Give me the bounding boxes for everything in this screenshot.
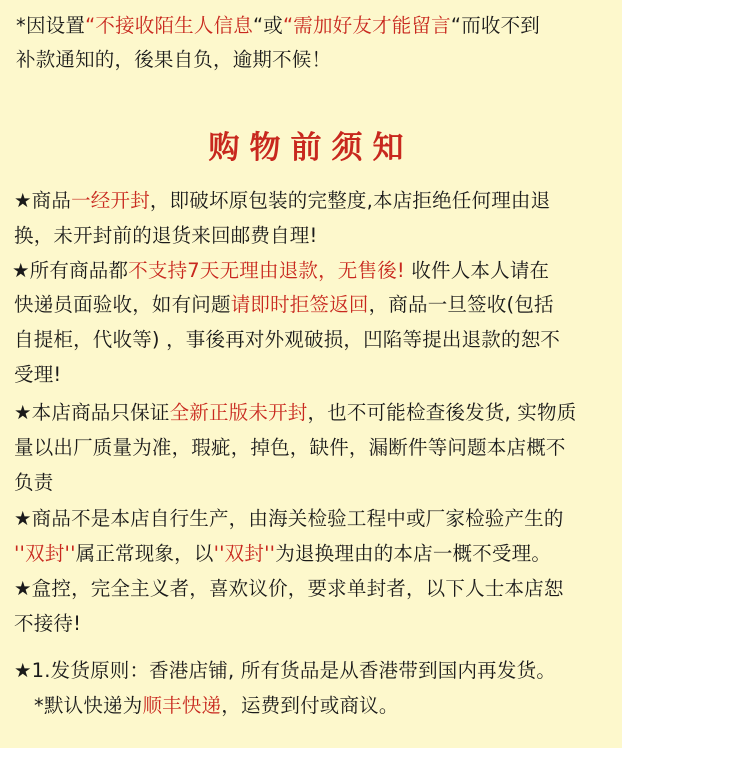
header-line-1: [16, 14, 540, 38]
rule-highlight: ''双封'': [213, 542, 276, 565]
rule-2-line-4: 受理!: [14, 363, 62, 386]
rule-3-line-2: 量以出厂质量为准，瑕疵，掉色，缺件，漏断件等问题本店概不: [14, 436, 566, 459]
rule-text: 属正常现象，以: [75, 542, 214, 565]
rule-text: ，运费到付或商议。: [221, 694, 399, 717]
rule-3-line-3: 负责: [14, 471, 54, 494]
rule-highlight: ''双封'': [14, 542, 76, 565]
rule-text: ，即破坏原包装的完整度,本店拒绝任何理由退: [149, 189, 551, 212]
page-title: 购物前须知: [208, 130, 414, 166]
rule-4-line-2: [14, 542, 551, 566]
rule-text: *默认快递为: [34, 694, 143, 717]
rule-2-line-1: [12, 259, 549, 283]
rule-1-line-2: 换，未开封前的退货来回邮费自理!: [14, 224, 318, 247]
rule-highlight: 请即时拒签返回: [230, 293, 369, 316]
rule-text: ，商品一旦签收(包括: [368, 293, 554, 316]
rule-5-line-1: ★盒控，完全主义者，喜欢议价，要求单封者，以下人士本店恕: [14, 577, 564, 600]
rule-2-line-2: [14, 293, 554, 317]
rule-2-line-3: 自提柜，代收等) ，事後再对外观破损，凹陷等提出退款的恕不: [14, 328, 561, 351]
rule-6-line-2: [34, 694, 399, 718]
header-line-2: 补款通知的，後果自负，逾期不候！: [16, 48, 332, 71]
header-text: *因设置: [16, 14, 86, 37]
header-text: “而收不到: [450, 14, 540, 37]
rule-text: 收件人本人请在: [404, 259, 550, 282]
rule-4-line-1: ★商品不是本店自行生产，由海关检验工程中或厂家检验产生的: [14, 507, 564, 530]
rule-text: ★商品: [14, 189, 72, 212]
rule-1-line-1: [14, 189, 550, 213]
rule-5-line-2: 不接待!: [14, 612, 82, 635]
rule-text: ★本店商品只保证: [14, 401, 170, 424]
header-highlight: “不接收陌生人信息: [85, 14, 253, 37]
rule-text: ★所有商品都: [12, 259, 129, 282]
header-highlight: “需加好友才能留言: [282, 14, 451, 37]
rule-highlight: 全新正版未开封: [169, 401, 308, 424]
rule-6-line-1: ★1.发货原则：香港店铺, 所有货品是从香港带到国内再发货。: [14, 659, 556, 682]
rule-text: 为退换理由的本店一概不受理。: [275, 542, 552, 565]
rule-text: 快递员面验收，如有问题: [14, 293, 231, 316]
rule-text: ，也不可能检查後发货, 实物质: [307, 401, 577, 424]
header-text: “或: [252, 14, 283, 37]
rule-3-line-1: [14, 401, 576, 425]
rule-highlight: 顺丰快递: [142, 694, 222, 717]
rule-highlight: 一经开封: [71, 189, 150, 212]
rule-highlight: 不支持7天无理由退款，无售後!: [128, 259, 405, 282]
